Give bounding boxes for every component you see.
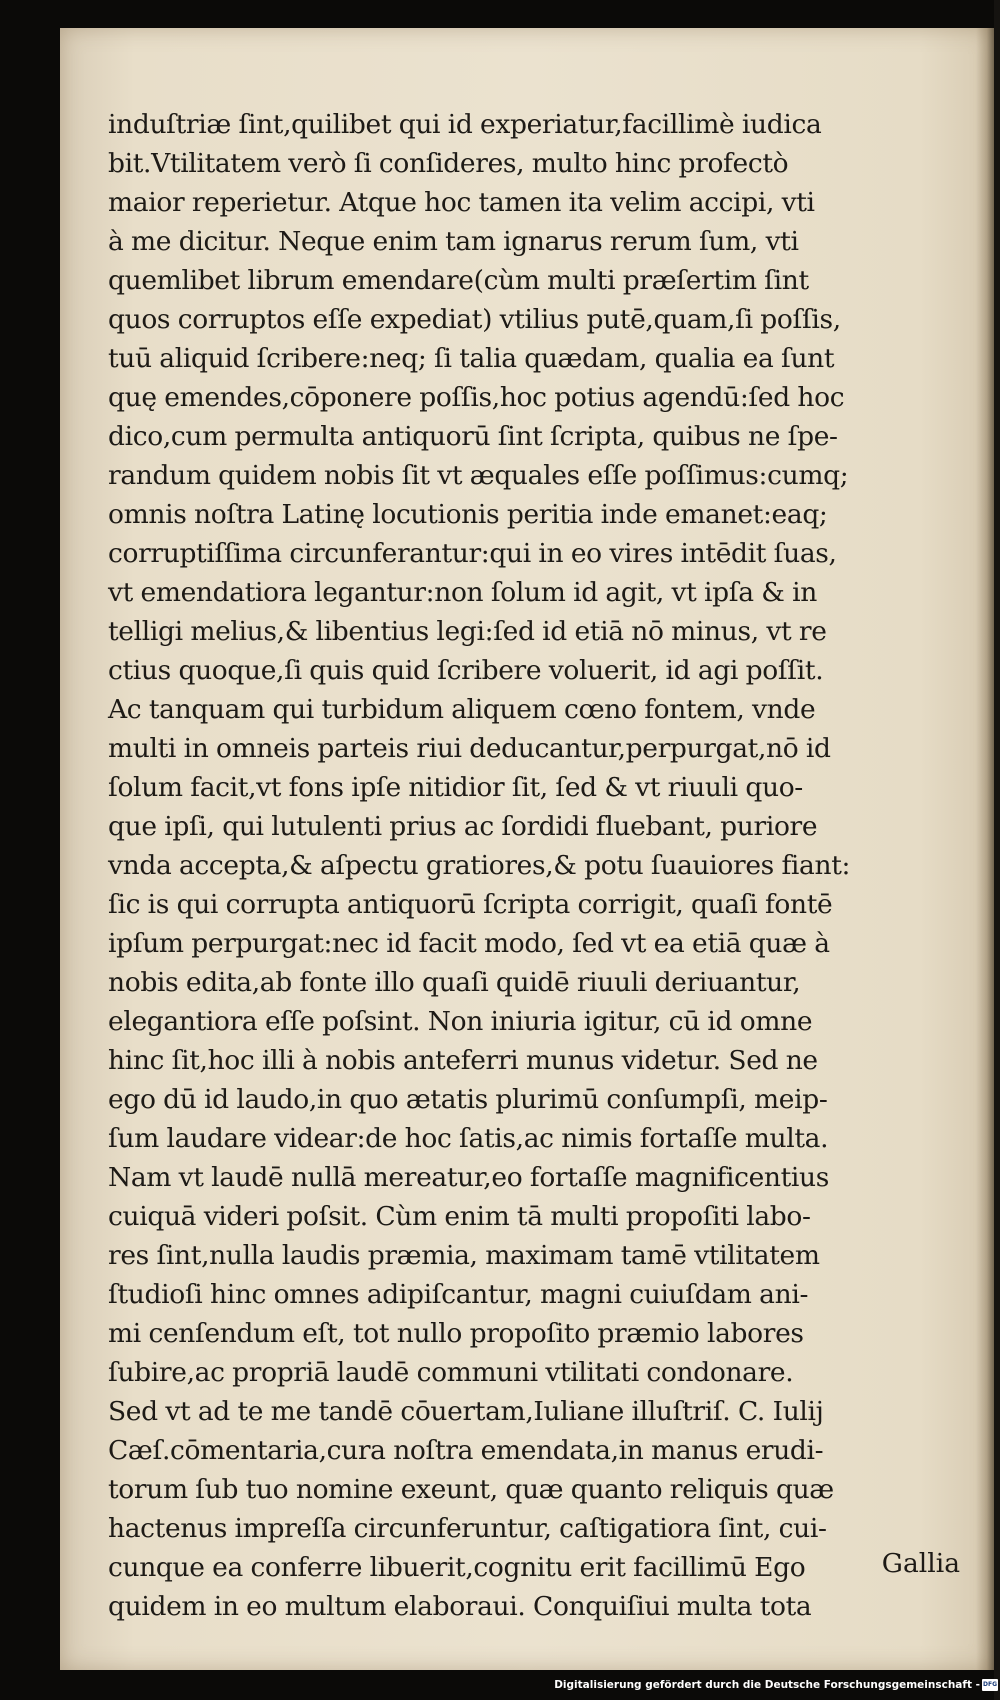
text-line: ſum laudare videar:de hoc ſatis,ac nimis fortaſſe multa. — [108, 1123, 829, 1154]
text-line: Nam vt laudē nullā mereatur,eo fortaſſe magnificentius — [108, 1162, 830, 1193]
text-line: ſolum facit,vt fons ipſe nitidior ſit, ſed & vt riuuli quo- — [108, 772, 803, 803]
text-line: Ac tanquam qui turbidum aliquem cœno fontem, vnde — [108, 694, 816, 725]
catchword: Gallia — [881, 1548, 960, 1579]
text-line: quidem in eo multum elaboraui. Conquiſiui multa tota — [108, 1591, 812, 1622]
text-line: maior reperietur. Atque hoc tamen ita velim accipi, vti — [108, 187, 815, 218]
text-line: ſubire,ac propriā laudē communi vtilitati condonare. — [108, 1357, 794, 1388]
text-line: quemlibet librum emendare(cùm multi præſertim ſint — [108, 265, 809, 296]
text-line: res ſint,nulla laudis præmia, maximam tamē vtilitatem — [108, 1240, 820, 1271]
scan-border — [994, 0, 1000, 1700]
text-line: ctius quoque,ſi quis quid ſcribere voluerit, id agi poſſit. — [108, 655, 824, 686]
text-line: telligi melius,& libentius legi:ſed id etiā nō minus, vt re — [108, 616, 827, 647]
text-line: torum ſub tuo nomine exeunt, quæ quanto reliquis quæ — [108, 1474, 834, 1505]
text-line: hinc ſit,hoc illi à nobis anteferri munus videtur. Sed ne — [108, 1045, 818, 1076]
dfg-logo-icon — [982, 1679, 998, 1691]
text-line: elegantiora eſſe poſsint. Non iniuria igitur, cū id omne — [108, 1006, 813, 1037]
text-line: cunque ea conferre libuerit,cognitu erit facillimū Ego — [108, 1552, 806, 1583]
text-line: hactenus impreſſa circunferuntur, caſtigatiora ſint, cui- — [108, 1513, 827, 1544]
text-line: ſtudioſi hinc omnes adipiſcantur, magni cuiuſdam ani- — [108, 1279, 809, 1310]
text-line: Sed vt ad te me tandē cōuertam,Iuliane illuſtriſ. C. Iulij — [108, 1396, 824, 1427]
text-line: cuiquā videri poſsit. Cùm enim tā multi propoſiti labo- — [108, 1201, 811, 1232]
text-line: vt emendatiora legantur:non ſolum id agit, vt ipſa & in — [108, 577, 817, 608]
text-line: bit.Vtilitatem verò ſi conſideres, multo hinc profectò — [108, 148, 789, 179]
text-line: omnis noſtra Latinę locutionis peritia inde emanet:eaq; — [108, 499, 828, 530]
text-line: ipſum perpurgat:nec id facit modo, ſed vt ea etiā quæ à — [108, 928, 830, 959]
text-line: nobis edita,ab fonte illo quaſi quidē riuuli deriuantur, — [108, 967, 801, 998]
text-line: ego dū id laudo,in quo ætatis plurimū conſumpſi, meip- — [108, 1084, 828, 1115]
text-line: induſtriæ ſint,quilibet qui id experiatur,facillimè iudica — [108, 109, 822, 140]
text-line: vnda accepta,& aſpectu gratiores,& potu ſuauiores fiant: — [108, 850, 851, 881]
text-line: multi in omneis parteis riui deducantur,perpurgat,nō id — [108, 733, 831, 764]
text-line: ſic is qui corrupta antiquorū ſcripta corrigit, quaſi fontē — [108, 889, 833, 920]
digitization-credit: Digitalisierung gefördert durch die Deutsche Forschungsgemeinschaft - — [554, 1679, 980, 1691]
text-line: quos corruptos eſſe expediat) vtilius putē,quam,ſi poſſis, — [108, 304, 841, 335]
text-line: Cæſ.cōmentaria,cura noſtra emendata,in manus erudi- — [108, 1435, 824, 1466]
dfg-logo-text: DFG — [982, 1681, 997, 1688]
text-line: dico,cum permulta antiquorū ſint ſcripta, quibus ne ſpe- — [108, 421, 838, 452]
text-line: corruptiſſima circunferantur:qui in eo vires intēdit ſuas, — [108, 538, 837, 569]
text-line: mi cenſendum eſt, tot nullo propoſito præmio labores — [108, 1318, 804, 1349]
text-line: randum quidem nobis ſit vt æquales eſſe poſſimus:cumq; — [108, 460, 849, 491]
text-line: que ipſi, qui lutulenti prius ac ſordidi fluebant, puriore — [108, 811, 818, 842]
page-edge-shadow — [976, 28, 994, 1670]
text-line: tuū aliquid ſcribere:neq; ſi talia quædam, qualia ea ſunt — [108, 343, 835, 374]
text-line: quę emendes,cōponere poſſis,hoc potius agendū:ſed hoc — [108, 382, 845, 413]
text-line: à me dicitur. Neque enim tam ignarus rerum ſum, vti — [108, 226, 799, 257]
body-text — [108, 105, 958, 1626]
